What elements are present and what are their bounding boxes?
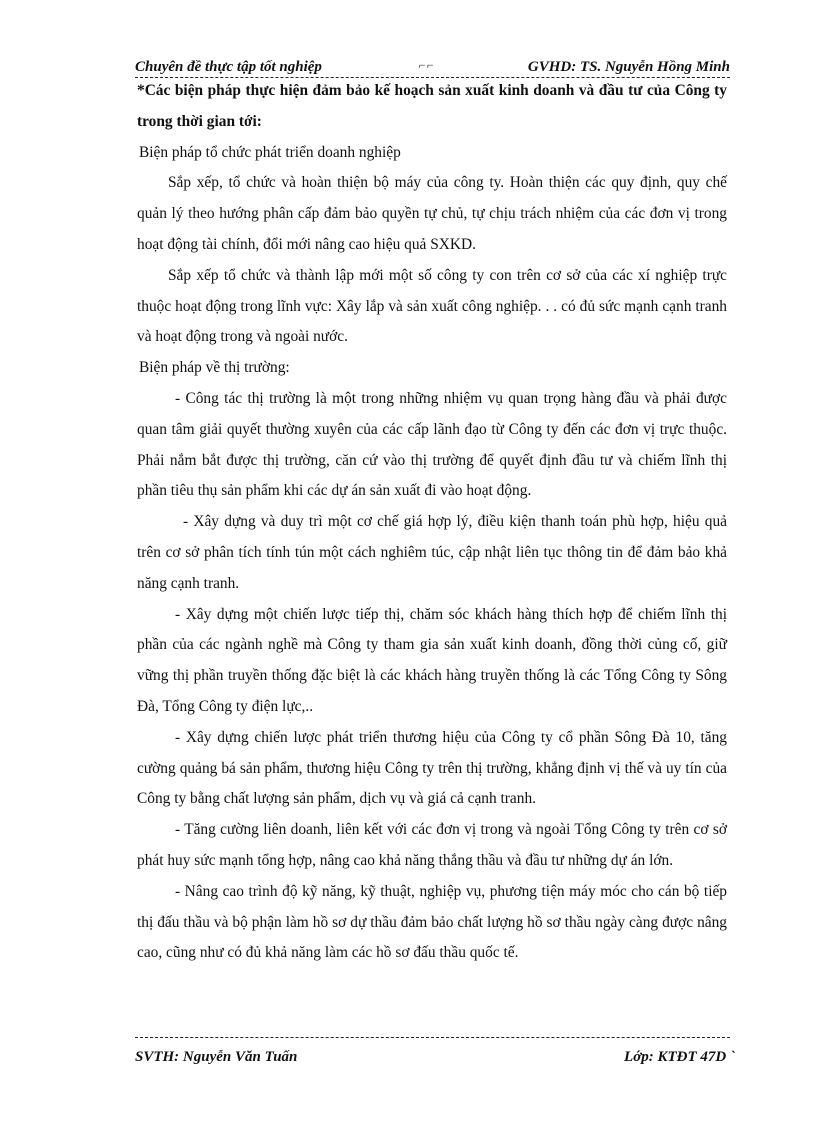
paragraph: - Xây dựng chiến lược phát triển thương hiệu của Công ty cổ phần Sông Đà 10, tăng cường quảng bá sản phẩm, thương hiệu Công ty trên thị trường, khẳng định vị thế và uy tín của Công ty bằng chất lượng sản phẩm, dịch vụ và giá cả cạnh tranh. bbox=[137, 728, 727, 808]
subsection-title: Biện pháp về thị trường: bbox=[139, 359, 290, 377]
paragraph: Sắp xếp tổ chức và thành lập mới một số công ty con trên cơ sở của các xí nghiệp trực thuộc hoạt động trong lĩnh vực: Xây lắp và sản xuất công nghiệp. . . có đủ sức mạnh cạnh tranh và hoạt động trong và ngoài nước. bbox=[137, 266, 727, 346]
footer-class: Lớp: KTĐT 47D ` bbox=[624, 1049, 735, 1065]
paragraph: - Xây dựng một chiến lược tiếp thị, chăm sóc khách hàng thích hợp để chiếm lĩnh thị phần của các ngành nghề mà Công ty tham gia sản xuất kinh doanh, đồng thời củng cố, giữ vững thị phần truyền thống đặc biệt là các khách hàng truyền thống là các Tổng Công ty Sông Đà, Tổng Công ty điện lực,.. bbox=[137, 605, 727, 715]
document-body bbox=[137, 76, 727, 969]
subsection-title: Biện pháp tổ chức phát triển doanh nghiệp bbox=[139, 143, 401, 161]
paragraph: - Công tác thị trường là một trong những nhiệm vụ quan trọng hàng đầu và phải được quan tâm giải quyết thường xuyên của các cấp lãnh đạo từ Công ty đến các đơn vị trực thuộc. Phải nắm bắt được thị trường, căn cứ vào thị trường để quyết định đầu tư và chiếm lĩnh thị phần tiêu thụ sản phẩm khi các dự án sản xuất đi vào hoạt động. bbox=[137, 389, 727, 500]
footer-divider bbox=[135, 1037, 730, 1038]
page-footer bbox=[135, 1046, 735, 1068]
paragraph: Sắp xếp, tổ chức và hoàn thiện bộ máy của công ty. Hoàn thiện các quy định, quy chế quản lý theo hướng phân cấp đảm bảo quyền tự chủ, tự chịu trách nhiệm của các đơn vị trong hoạt động tài chính, đổi mới nâng cao hiệu quả SXKD. bbox=[137, 174, 727, 253]
paragraph: - Nâng cao trình độ kỹ năng, kỹ thuật, nghiệp vụ, phương tiện máy móc cho cán bộ tiếp thị đấu thầu và bộ phận làm hồ sơ dự thầu đảm bảo chất lượng hồ sơ thầu ngày càng được nâng cao, cũng như có đủ khả năng làm các hồ sơ đấu thầu quốc tế. bbox=[137, 882, 727, 962]
paragraph: - Tăng cường liên doanh, liên kết với các đơn vị trong và ngoài Tổng Công ty trên cơ sở phát huy sức mạnh tổng hợp, nâng cao khả năng thắng thầu và đầu tư những dự án lớn. bbox=[137, 821, 727, 869]
section-heading: *Các biện pháp thực hiện đảm bảo kế hoạch sản xuất kinh doanh và đầu tư của Công ty trong thời gian tới: bbox=[137, 82, 727, 130]
header-supervisor: GVHD: TS. Nguyễn Hồng Minh bbox=[527, 59, 730, 75]
paragraph: - Xây dựng và duy trì một cơ chế giá hợp lý, điều kiện thanh toán phù hợp, hiệu quả trên cơ sở phân tích tính tún một cách nghiêm túc, cập nhật liên tục thông tin để đảm bảo khả năng cạnh tranh. bbox=[137, 513, 727, 592]
page-header bbox=[135, 57, 730, 77]
header-mark: ⌐⌐ bbox=[418, 58, 435, 72]
header-title: Chuyên đề thực tập tốt nghiệp bbox=[135, 59, 322, 75]
footer-student: SVTH: Nguyễn Văn Tuấn bbox=[135, 1049, 298, 1065]
